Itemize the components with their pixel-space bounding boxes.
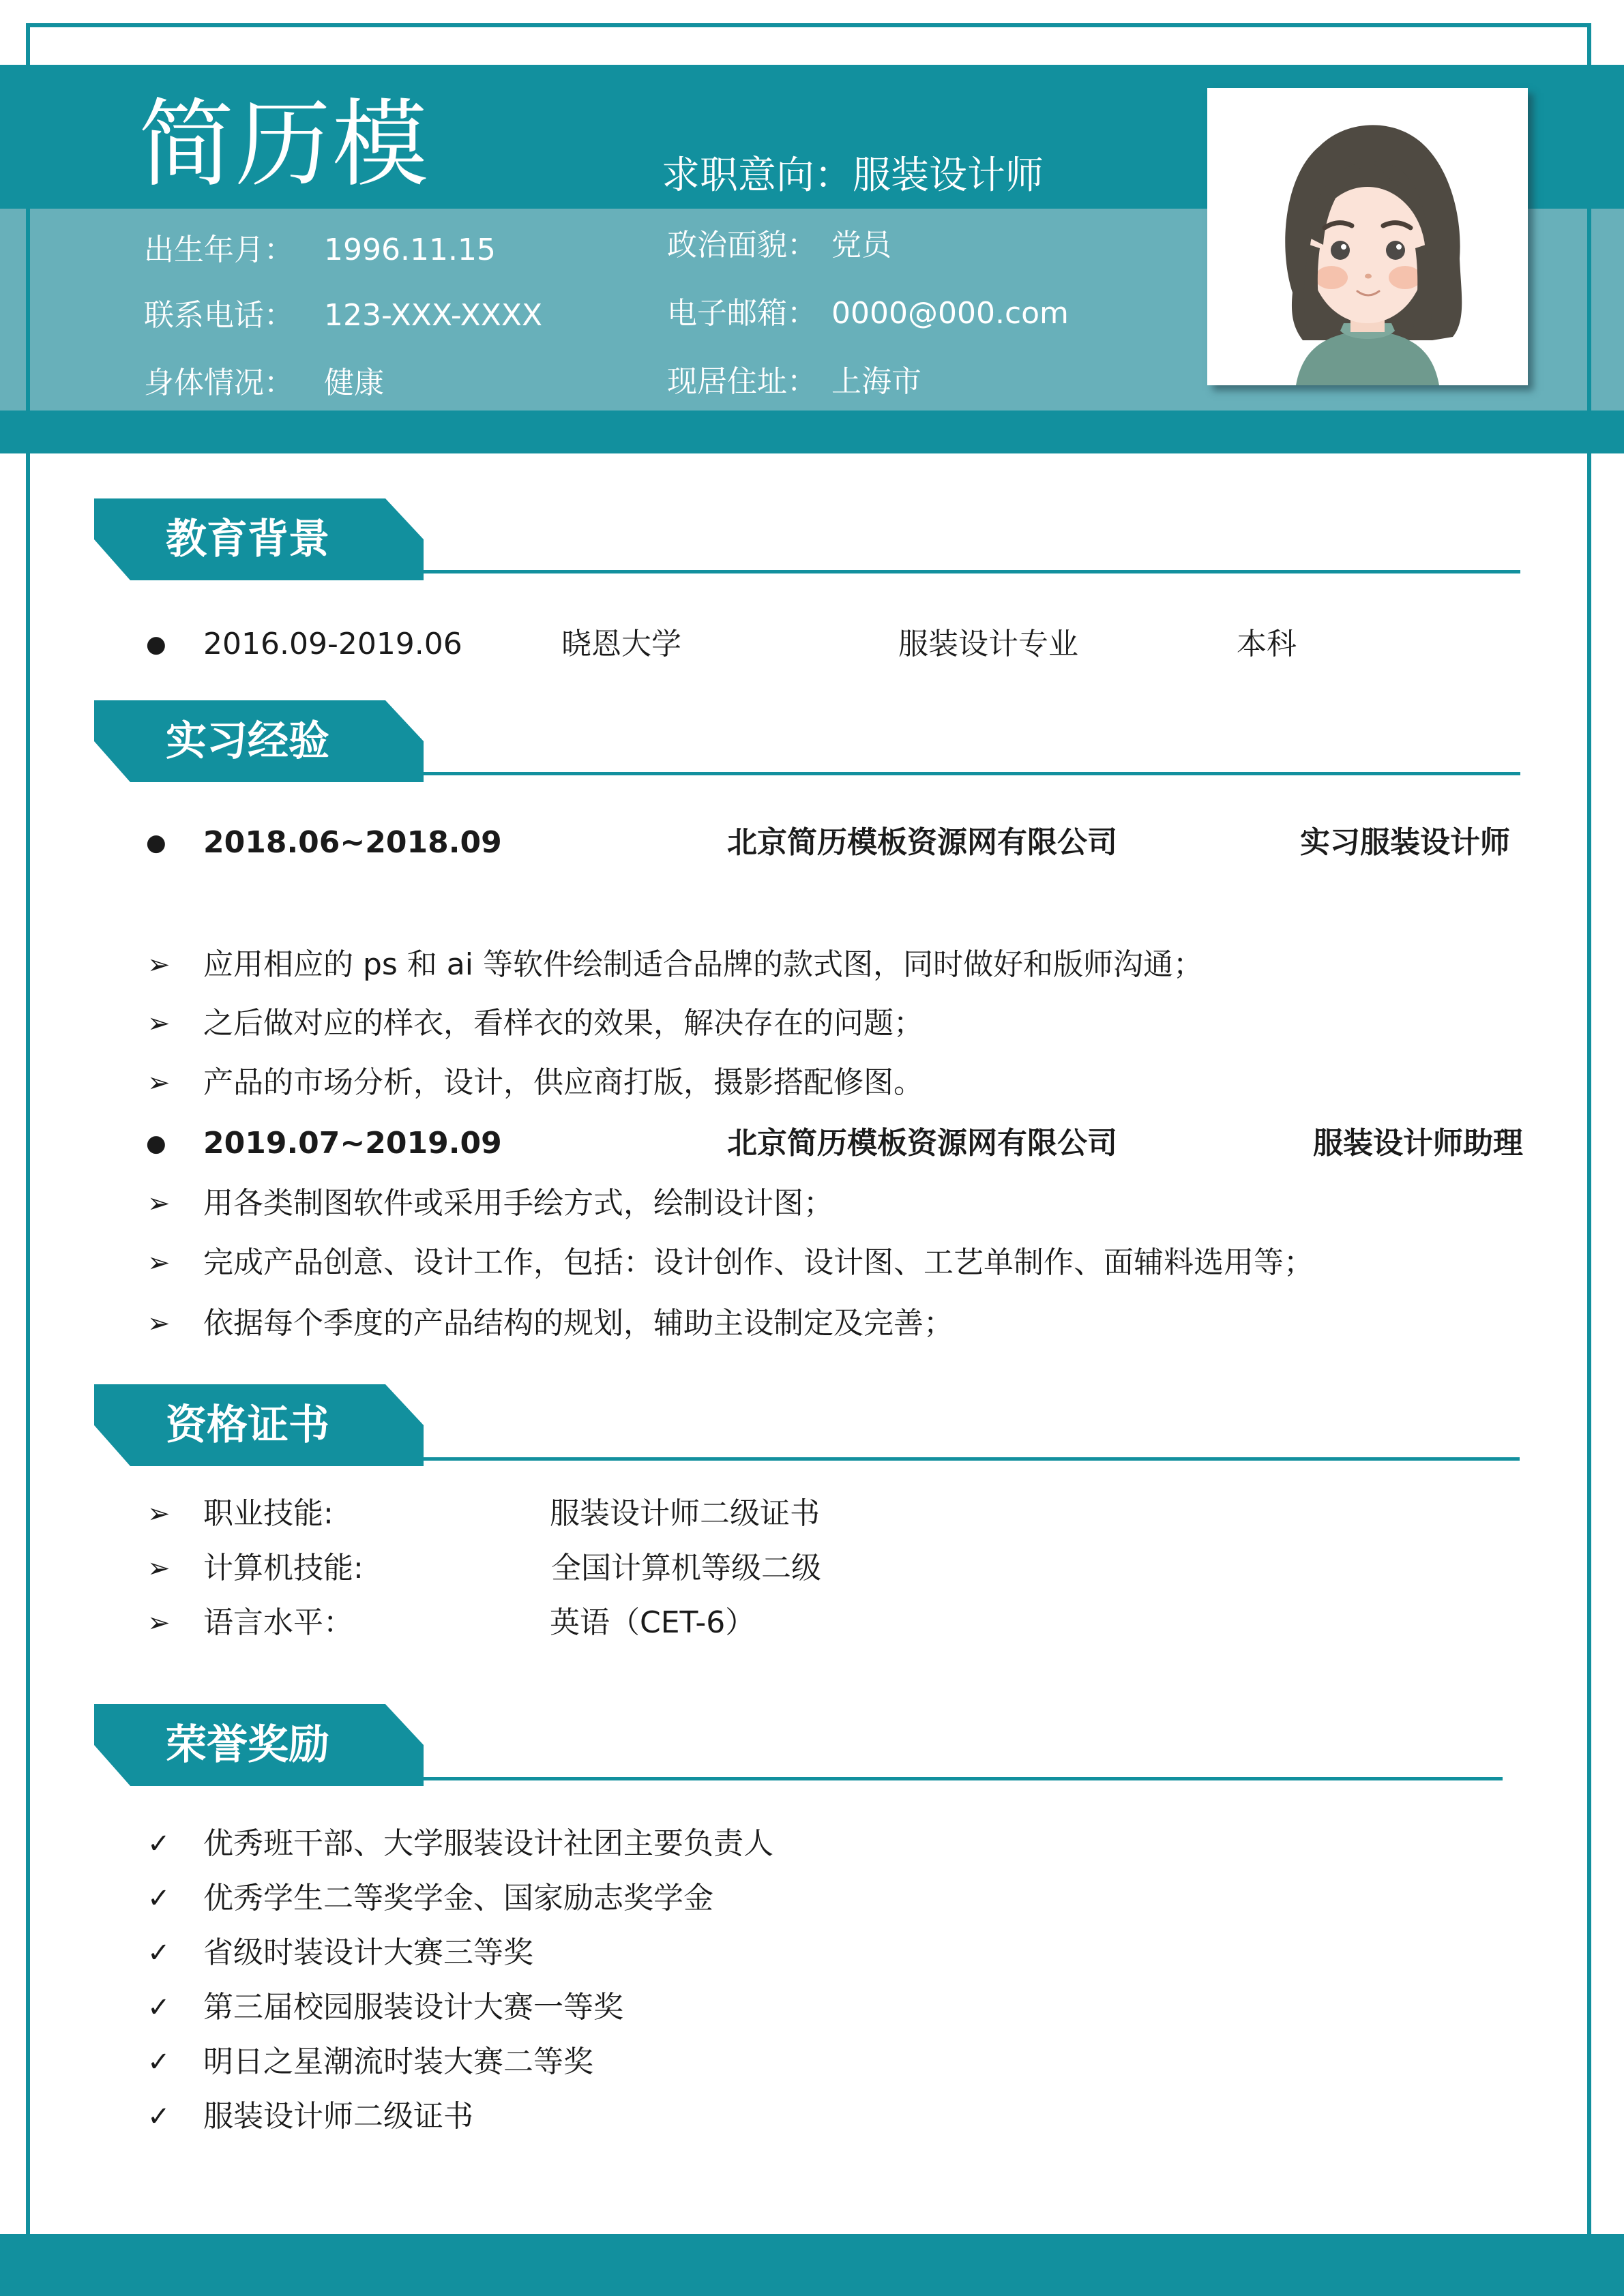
frame-line-right	[1587, 209, 1591, 411]
info-health-label: 身体情况：	[144, 366, 294, 400]
section-header-education	[94, 498, 424, 580]
job-company: 北京简历模板资源网有限公司	[727, 1126, 1117, 1161]
check-icon: ✓	[147, 1883, 171, 1914]
section-title-certificates: 资格证书	[166, 1401, 329, 1449]
honor-item: 明日之星潮流时装大赛二等奖	[203, 2044, 593, 2079]
certificate-label: 计算机技能:	[203, 1551, 364, 1585]
job-intent-label: 求职意向：	[662, 153, 853, 198]
section-title-experience: 实习经验	[166, 717, 329, 765]
arrow-bullet-icon: ➢	[147, 1188, 171, 1219]
education-degree: 本科	[1237, 627, 1297, 661]
info-birth-value: 1996.11.15	[324, 233, 496, 267]
honor-item: 优秀班干部、大学服装设计社团主要负责人	[203, 1826, 773, 1861]
info-email-value: 0000@000.com	[831, 296, 1069, 331]
job-duty: 之后做对应的样衣，看样衣的效果，解决存在的问题；	[203, 1006, 924, 1041]
certificate-label: 职业技能:	[203, 1496, 334, 1531]
arrow-bullet-icon: ➢	[147, 1067, 171, 1099]
bullet-dot-icon: ●	[146, 631, 166, 658]
certificate-value: 英语（CET-6）	[550, 1605, 756, 1640]
footer-band	[0, 2234, 1624, 2296]
profile-photo	[1207, 88, 1528, 385]
bullet-dot-icon: ●	[146, 829, 166, 856]
job-period: 2019.07~2019.09	[203, 1126, 502, 1161]
arrow-bullet-icon: ➢	[147, 1308, 171, 1339]
job-intent	[662, 152, 1044, 200]
job-company: 北京简历模板资源网有限公司	[727, 825, 1117, 860]
info-phone-value: 123-XXX-XXXX	[324, 298, 543, 333]
job-position: 实习服装设计师	[1300, 825, 1510, 860]
education-period: 2016.09-2019.06	[203, 627, 462, 661]
job-duty: 完成产品创意、设计工作，包括：设计创作、设计图、工艺单制作、面辅料选用等；	[203, 1245, 1314, 1280]
section-header-experience	[94, 700, 424, 782]
honor-item: 省级时装设计大赛三等奖	[203, 1935, 533, 1970]
job-position: 服装设计师助理	[1313, 1126, 1523, 1161]
honor-item: 服装设计师二级证书	[203, 2099, 473, 2134]
avatar-illustration-icon	[1207, 88, 1528, 385]
check-icon: ✓	[147, 2101, 171, 2132]
section-underline-certificates	[424, 1457, 1520, 1461]
honor-item: 第三届校园服装设计大赛一等奖	[203, 1990, 623, 2025]
honor-item: 优秀学生二等奖学金、国家励志奖学金	[203, 1881, 713, 1915]
info-politics-value: 党员	[831, 228, 891, 263]
job-duty: 用各类制图软件或采用手绘方式，绘制设计图；	[203, 1186, 833, 1221]
certificate-value: 全国计算机等级二级	[551, 1551, 821, 1585]
section-underline-honors	[424, 1777, 1503, 1780]
section-header-honors	[94, 1704, 424, 1786]
arrow-bullet-icon: ➢	[147, 1553, 171, 1584]
header-band-bottom	[0, 411, 1624, 453]
certificate-value: 服装设计师二级证书	[550, 1496, 820, 1531]
info-address-value: 上海市	[831, 364, 921, 399]
info-birth-label: 出生年月：	[144, 233, 294, 267]
arrow-bullet-icon: ➢	[147, 949, 171, 981]
section-title-education: 教育背景	[166, 516, 329, 563]
arrow-bullet-icon: ➢	[147, 1247, 171, 1279]
info-email-label: 电子邮箱：	[667, 296, 817, 331]
job-duty: 产品的市场分析，设计，供应商打版，摄影搭配修图。	[203, 1065, 924, 1100]
check-icon: ✓	[147, 1937, 171, 1969]
section-underline-education	[424, 570, 1520, 573]
info-phone-label: 联系电话：	[144, 298, 294, 333]
job-duty: 应用相应的 ps 和 ai 等软件绘制适合品牌的款式图，同时做好和版师沟通；	[203, 947, 1203, 982]
job-duty: 依据每个季度的产品结构的规划，辅助主设制定及完善；	[203, 1306, 954, 1341]
arrow-bullet-icon: ➢	[147, 1607, 171, 1639]
resume-title: 简历模	[138, 89, 430, 200]
frame-line-left	[26, 209, 30, 411]
education-school: 晓恩大学	[561, 627, 681, 661]
bullet-dot-icon: ●	[146, 1130, 166, 1157]
job-intent-value: 服装设计师	[853, 153, 1044, 198]
section-header-certificates	[94, 1384, 424, 1466]
info-politics-label: 政治面貌：	[667, 228, 817, 263]
section-title-honors: 荣誉奖励	[166, 1721, 329, 1769]
info-address-label: 现居住址：	[667, 364, 817, 399]
check-icon: ✓	[147, 2046, 171, 2078]
section-underline-experience	[424, 772, 1520, 775]
job-period: 2018.06~2018.09	[203, 825, 502, 860]
arrow-bullet-icon: ➢	[147, 1498, 171, 1530]
info-health-value: 健康	[324, 366, 384, 400]
education-major: 服装设计专业	[898, 627, 1078, 661]
arrow-bullet-icon: ➢	[147, 1008, 171, 1039]
check-icon: ✓	[147, 1828, 171, 1860]
certificate-label: 语言水平：	[203, 1605, 353, 1640]
check-icon: ✓	[147, 1992, 171, 2023]
